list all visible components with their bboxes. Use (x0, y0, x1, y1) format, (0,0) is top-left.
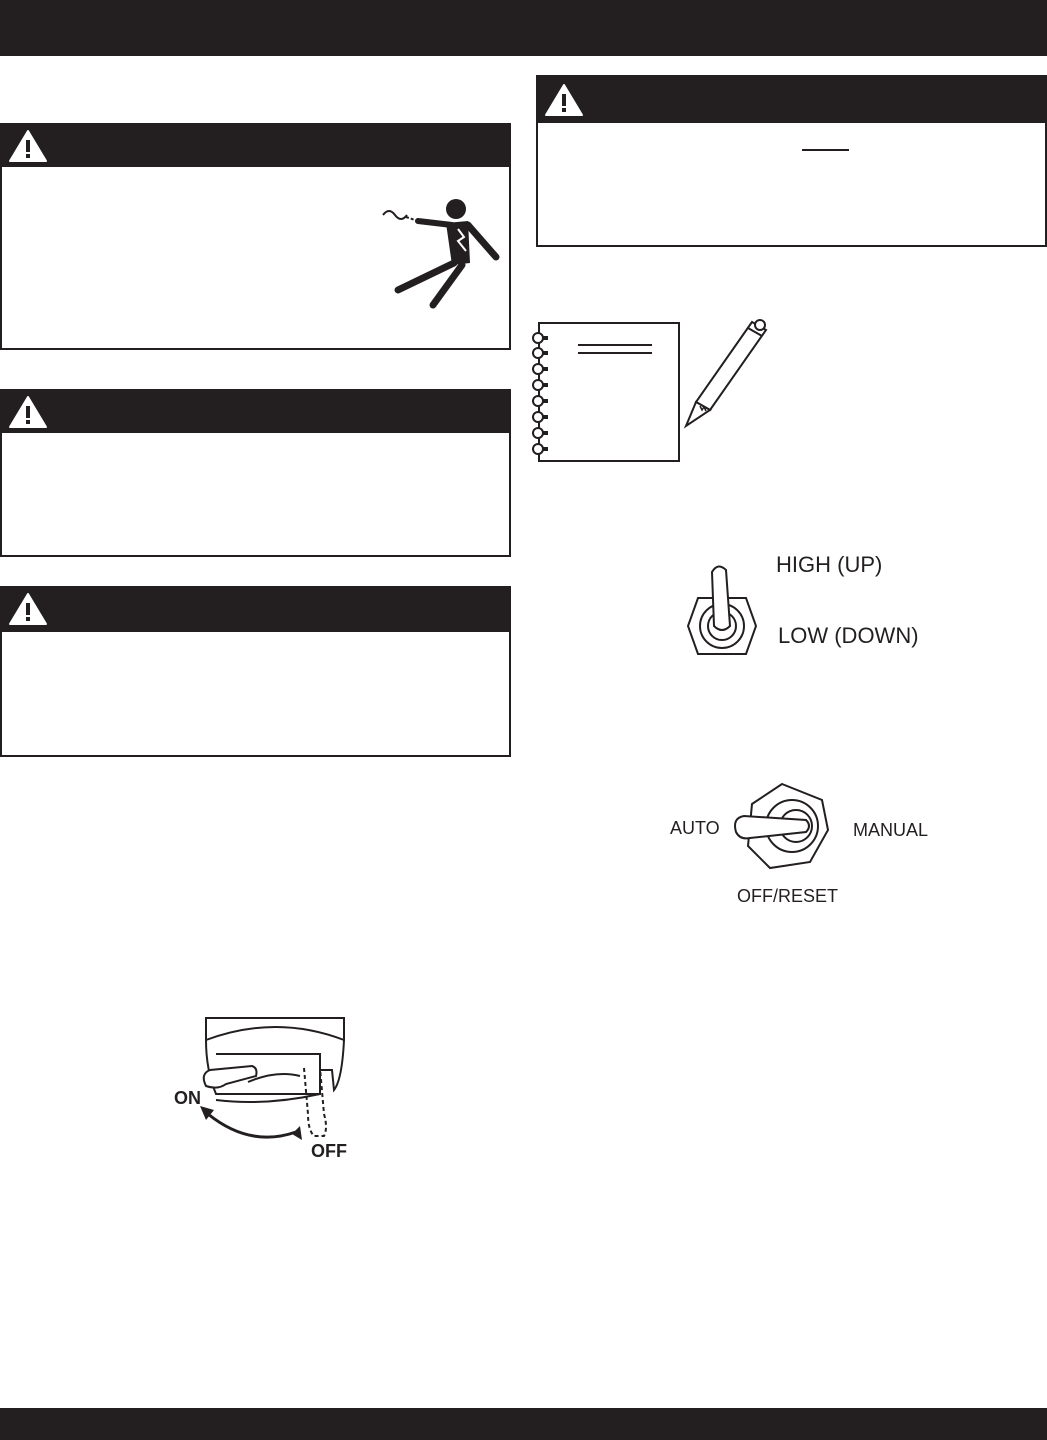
warning-header-bar (2, 125, 509, 167)
warning-header-bar (2, 588, 509, 632)
pencil-icon (682, 316, 772, 431)
off-label: OFF (311, 1141, 347, 1161)
electric-shock-icon (378, 195, 508, 310)
on-label: ON (174, 1088, 201, 1108)
warning-header-bar (538, 77, 1045, 123)
warning-box-2 (0, 389, 511, 557)
breaker-switch-icon (196, 1010, 356, 1160)
header-bar (0, 0, 1047, 56)
voltage-toggle-switch-icon (682, 560, 762, 660)
mode-toggle-switch-icon (730, 782, 834, 872)
footer-bar (0, 1408, 1047, 1440)
warning-box-4 (536, 75, 1047, 247)
warning-header-bar (2, 391, 509, 433)
low-down-label: LOW (DOWN) (778, 623, 919, 648)
manual-label: MANUAL (853, 820, 929, 840)
warning-triangle-icon (544, 83, 584, 117)
warning-triangle-icon (8, 129, 48, 163)
high-up-label: HIGH (UP) (776, 552, 883, 577)
warning-triangle-icon (8, 592, 48, 626)
warning-triangle-icon (8, 395, 48, 429)
warning-box-electric-shock (0, 123, 511, 350)
auto-label: AUTO (670, 818, 720, 838)
underline-mark (802, 149, 849, 151)
notebook-icon (528, 318, 688, 468)
off-reset-label: OFF/RESET (737, 886, 839, 906)
warning-box-3 (0, 586, 511, 757)
